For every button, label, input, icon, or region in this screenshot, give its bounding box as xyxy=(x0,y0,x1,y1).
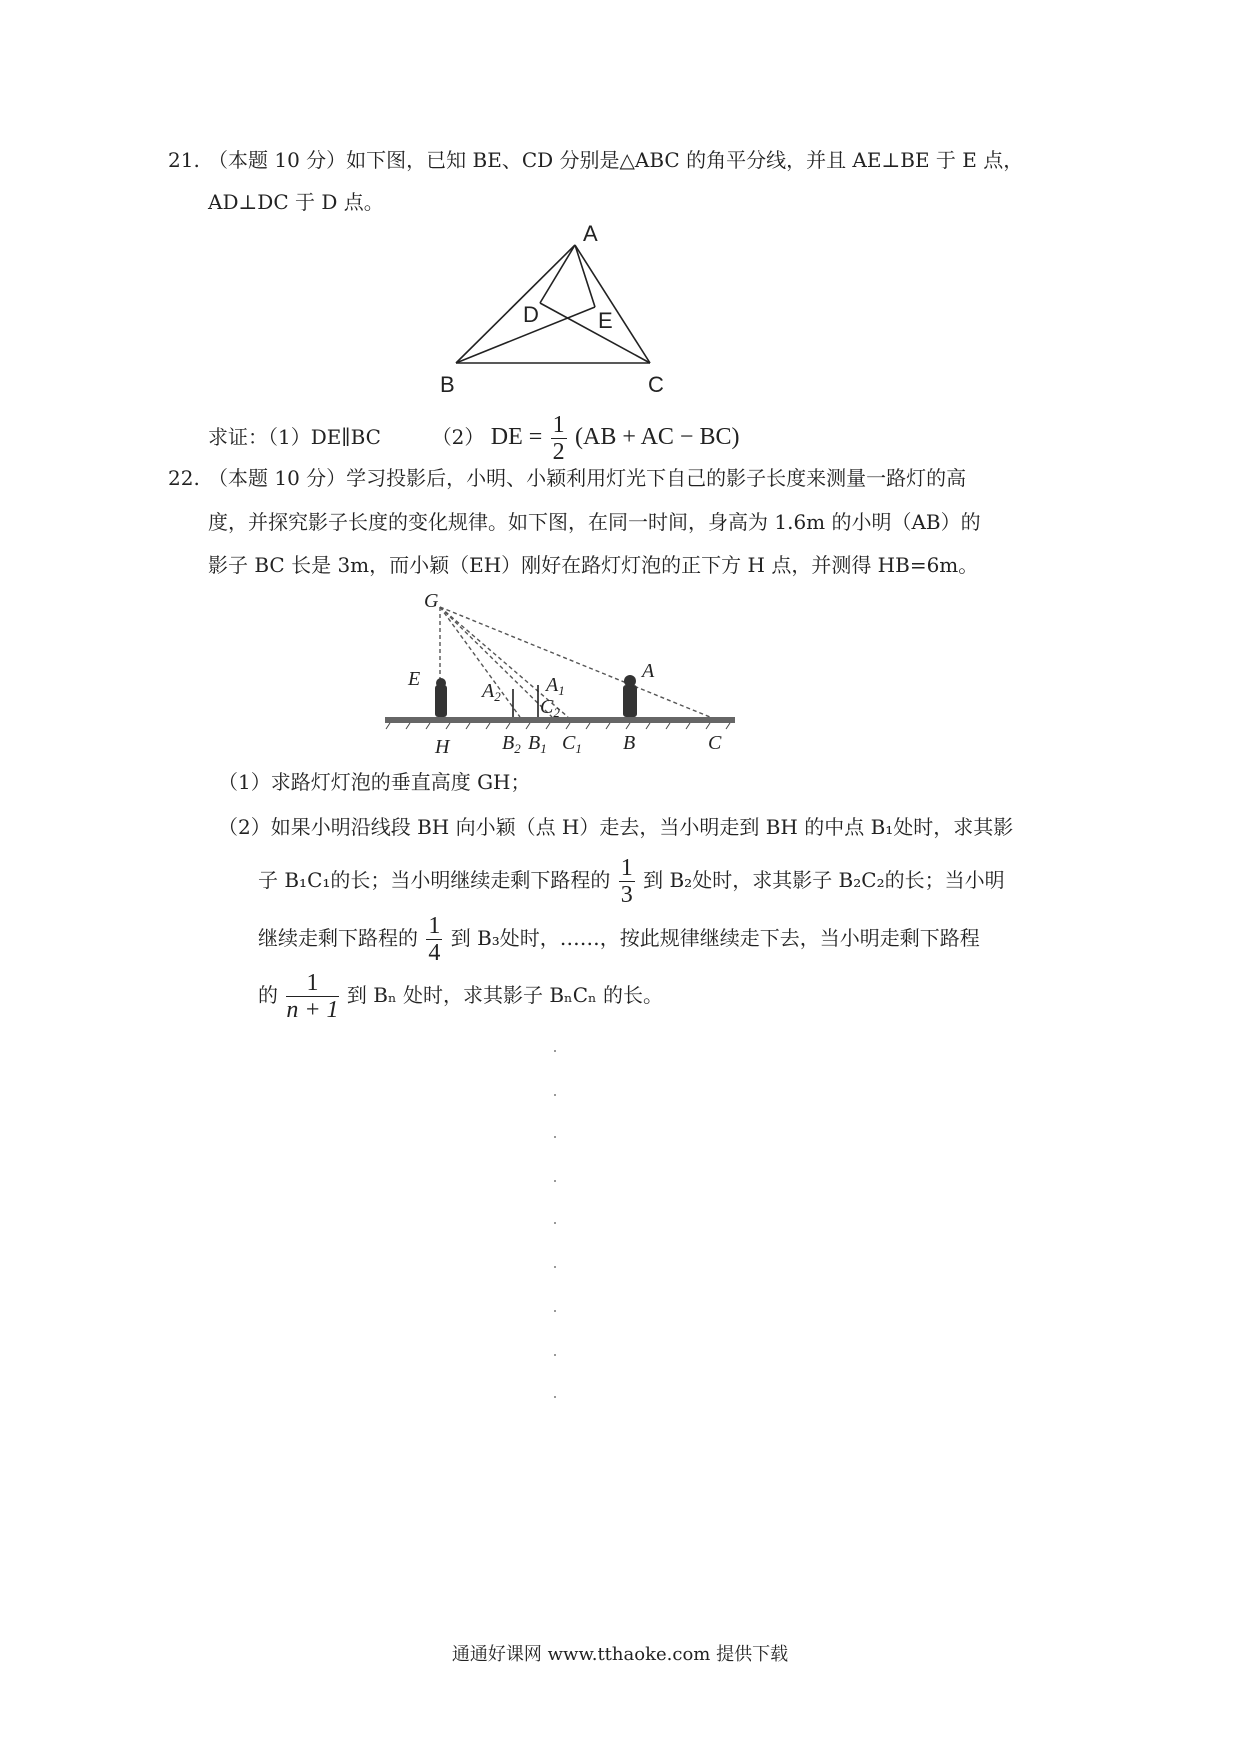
q22-streetlight-figure xyxy=(380,585,760,760)
scan-dot xyxy=(554,1180,556,1182)
q21-formula-den: 2 xyxy=(552,439,565,465)
label-a: A xyxy=(642,660,655,682)
label-e: E xyxy=(408,668,421,690)
label-c2: $C_2$ xyxy=(540,696,560,720)
side-ab xyxy=(456,245,575,363)
q21-prove-prefix: 求证：（1）DE∥BC xyxy=(208,425,381,449)
q22-part2-line4-b: 到 Bₙ 处时，求其影子 BₙCₙ 的长。 xyxy=(346,983,664,1007)
scan-dot xyxy=(554,1354,556,1356)
segment-cd xyxy=(540,303,650,363)
q22-frac3-den: n + 1 xyxy=(286,997,339,1023)
label-b: B xyxy=(440,372,455,397)
q21-triangle-figure xyxy=(420,215,700,405)
q22-part2-line3-b: 到 B₃处时，……，按此规律继续走下去，当小明走剩下路程 xyxy=(450,926,980,950)
q22-frac3-num: 1 xyxy=(286,970,338,997)
q22-frac1-num: 1 xyxy=(620,855,633,881)
q22-part1: （1）求路灯灯泡的垂直高度 GH； xyxy=(218,770,531,794)
q21-formula-right: (AB + AC − BC) xyxy=(575,424,740,450)
scan-dot xyxy=(554,1266,556,1268)
label-c1: $C_1$ xyxy=(562,732,582,756)
q22-fraction-1-4 xyxy=(426,913,442,966)
label-a2: $A_2$ xyxy=(482,680,501,704)
q22-part2-line1: （2）如果小明沿线段 BH 向小颖（点 H）走去，当小明走到 BH 的中点 B₁处时，求其影 xyxy=(218,815,1014,839)
label-b: B xyxy=(623,732,636,754)
q22-part2-line2-b: 到 B₂处时，求其影子 B₂C₂的长；当小明 xyxy=(643,868,1005,892)
label-a: A xyxy=(583,221,598,246)
q21-line1: （本题 10 分）如下图，已知 BE、CD 分别是△ABC 的角平分线，并且 AE⊥BE 于 E 点， xyxy=(208,148,1024,172)
segment-ae xyxy=(575,245,595,307)
label-e: E xyxy=(598,308,613,333)
q22-part2-line3-a: 继续走剩下路程的 xyxy=(258,926,418,950)
label-c: C xyxy=(648,372,664,397)
label-g: G xyxy=(424,590,439,612)
xiaoying-figure xyxy=(435,685,447,717)
q22-part2-line2 xyxy=(258,855,1005,907)
q21-line2: AD⊥DC 于 D 点。 xyxy=(208,190,384,214)
label-a1: $A_1$ xyxy=(546,674,565,698)
q22-fraction-1-n1 xyxy=(286,970,338,1023)
q21-number: 21. xyxy=(168,148,200,172)
q22-frac2-num: 1 xyxy=(428,913,441,939)
q22-part2-line2-a: 子 B₁C₁的长；当小明继续走剩下路程的 xyxy=(258,868,611,892)
xiaoming-figure xyxy=(623,685,637,717)
q21-formula-fraction xyxy=(551,412,567,465)
q21-formula-left: DE = xyxy=(490,424,543,450)
page-footer: 通通好课网 www.tthaoke.com 提供下载 xyxy=(451,1644,789,1665)
q22-part2-line4-a: 的 xyxy=(258,983,278,1007)
q22-line2: 度，并探究影子长度的变化规律。如下图，在同一时间，身高为 1.6m 的小明（AB）的 xyxy=(208,510,981,534)
label-b1: $B_1$ xyxy=(528,732,547,756)
q22-line3: 影子 BC 长是 3m，而小颖（EH）刚好在路灯灯泡的正下方 H 点，并测得 HB=6m。 xyxy=(208,553,979,577)
q22-part2-line3 xyxy=(258,913,980,965)
q22-part2-line4 xyxy=(258,970,663,1026)
label-c: C xyxy=(708,732,722,754)
q22-number: 22. xyxy=(168,466,200,490)
q21-prove xyxy=(208,412,740,465)
ray-gc xyxy=(440,607,710,717)
label-b2: $B_2$ xyxy=(502,732,521,756)
scan-dot xyxy=(554,1310,556,1312)
label-h: H xyxy=(435,736,450,758)
scan-dot xyxy=(554,1396,556,1398)
q22-frac1-den: 3 xyxy=(620,882,633,908)
q21-part2-prefix: （2） xyxy=(431,425,485,449)
q22-frac2-den: 4 xyxy=(428,940,441,966)
q22-line1: （本题 10 分）学习投影后，小明、小颖利用灯光下自己的影子长度来测量一路灯的高 xyxy=(208,466,967,490)
scan-dot xyxy=(554,1094,556,1096)
q21-formula-num: 1 xyxy=(552,412,565,438)
label-d: D xyxy=(523,302,539,327)
scan-dot xyxy=(554,1136,556,1138)
ground xyxy=(385,717,735,723)
scan-dot xyxy=(554,1222,556,1224)
q22-fraction-1-3 xyxy=(619,855,635,908)
side-ac xyxy=(575,245,650,363)
scan-dot xyxy=(554,1050,556,1052)
